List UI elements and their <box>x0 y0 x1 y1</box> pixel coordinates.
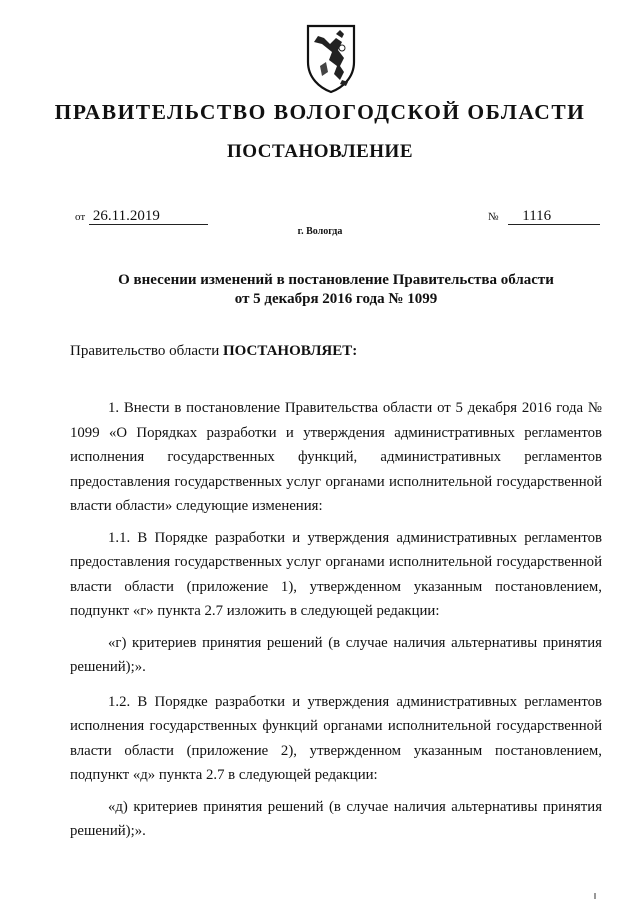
paragraph-quote-g: «г) критериев принятия решений (в случае наличия альтернативы принятия решений);». <box>70 634 602 675</box>
paragraph-1-2: 1.2. В Порядке разработки и утверждения административных регламентов исполнения государственных функций органами исполнительной государственной власти области (приложение 2), утвержденном указанным постановлением, подпункт «д» пункта 2.7 в следующей редакции: <box>70 693 602 783</box>
scan-mark <box>594 893 596 899</box>
organization-name: ПРАВИТЕЛЬСТВО ВОЛОГОДСКОЙ ОБЛАСТИ <box>54 100 586 124</box>
city-label: г. Вологда <box>297 226 343 237</box>
title-line-2: от 5 декабря 2016 года № 1099 <box>234 290 438 307</box>
title-line-1: О внесении изменений в постановление Правительства области <box>118 272 554 288</box>
number-prefix: № <box>488 211 499 223</box>
document-title <box>70 271 602 308</box>
paragraph-1-1: 1.1. В Порядке разработки и утверждения административных регламентов предоставления государственных услуг органами исполнительной государственной власти области (приложение 1), утвержденном указанным постановлением, подпункт «г» пункта 2.7 изложить в следующей редакции: <box>70 529 602 619</box>
decree-lead: Правительство области <box>70 343 220 359</box>
decree-statement <box>70 343 357 360</box>
paragraph-quote-d: «д) критериев принятия решений (в случае наличия альтернативы принятия решений);». <box>70 798 602 839</box>
decree-verb: ПОСТАНОВЛЯЕТ: <box>222 343 358 359</box>
number-value: 1116 <box>508 209 600 225</box>
number-field <box>488 208 600 225</box>
coat-of-arms-icon <box>302 22 360 94</box>
paragraph-1: 1. Внести в постановление Правительства области от 5 декабря 2016 года № 1099 «О Порядках разработки и утверждения административных регламентов исполнения государственных функций, административных регламентов предоставления государственных услуг органами исполнительной государственной власти области» следующие изменения: <box>70 400 602 514</box>
date-value: 26.11.2019 <box>89 209 208 225</box>
document-type: ПОСТАНОВЛЕНИЕ <box>226 141 414 162</box>
date-field <box>75 208 208 225</box>
date-prefix: от <box>75 211 86 223</box>
document-body <box>70 396 602 851</box>
